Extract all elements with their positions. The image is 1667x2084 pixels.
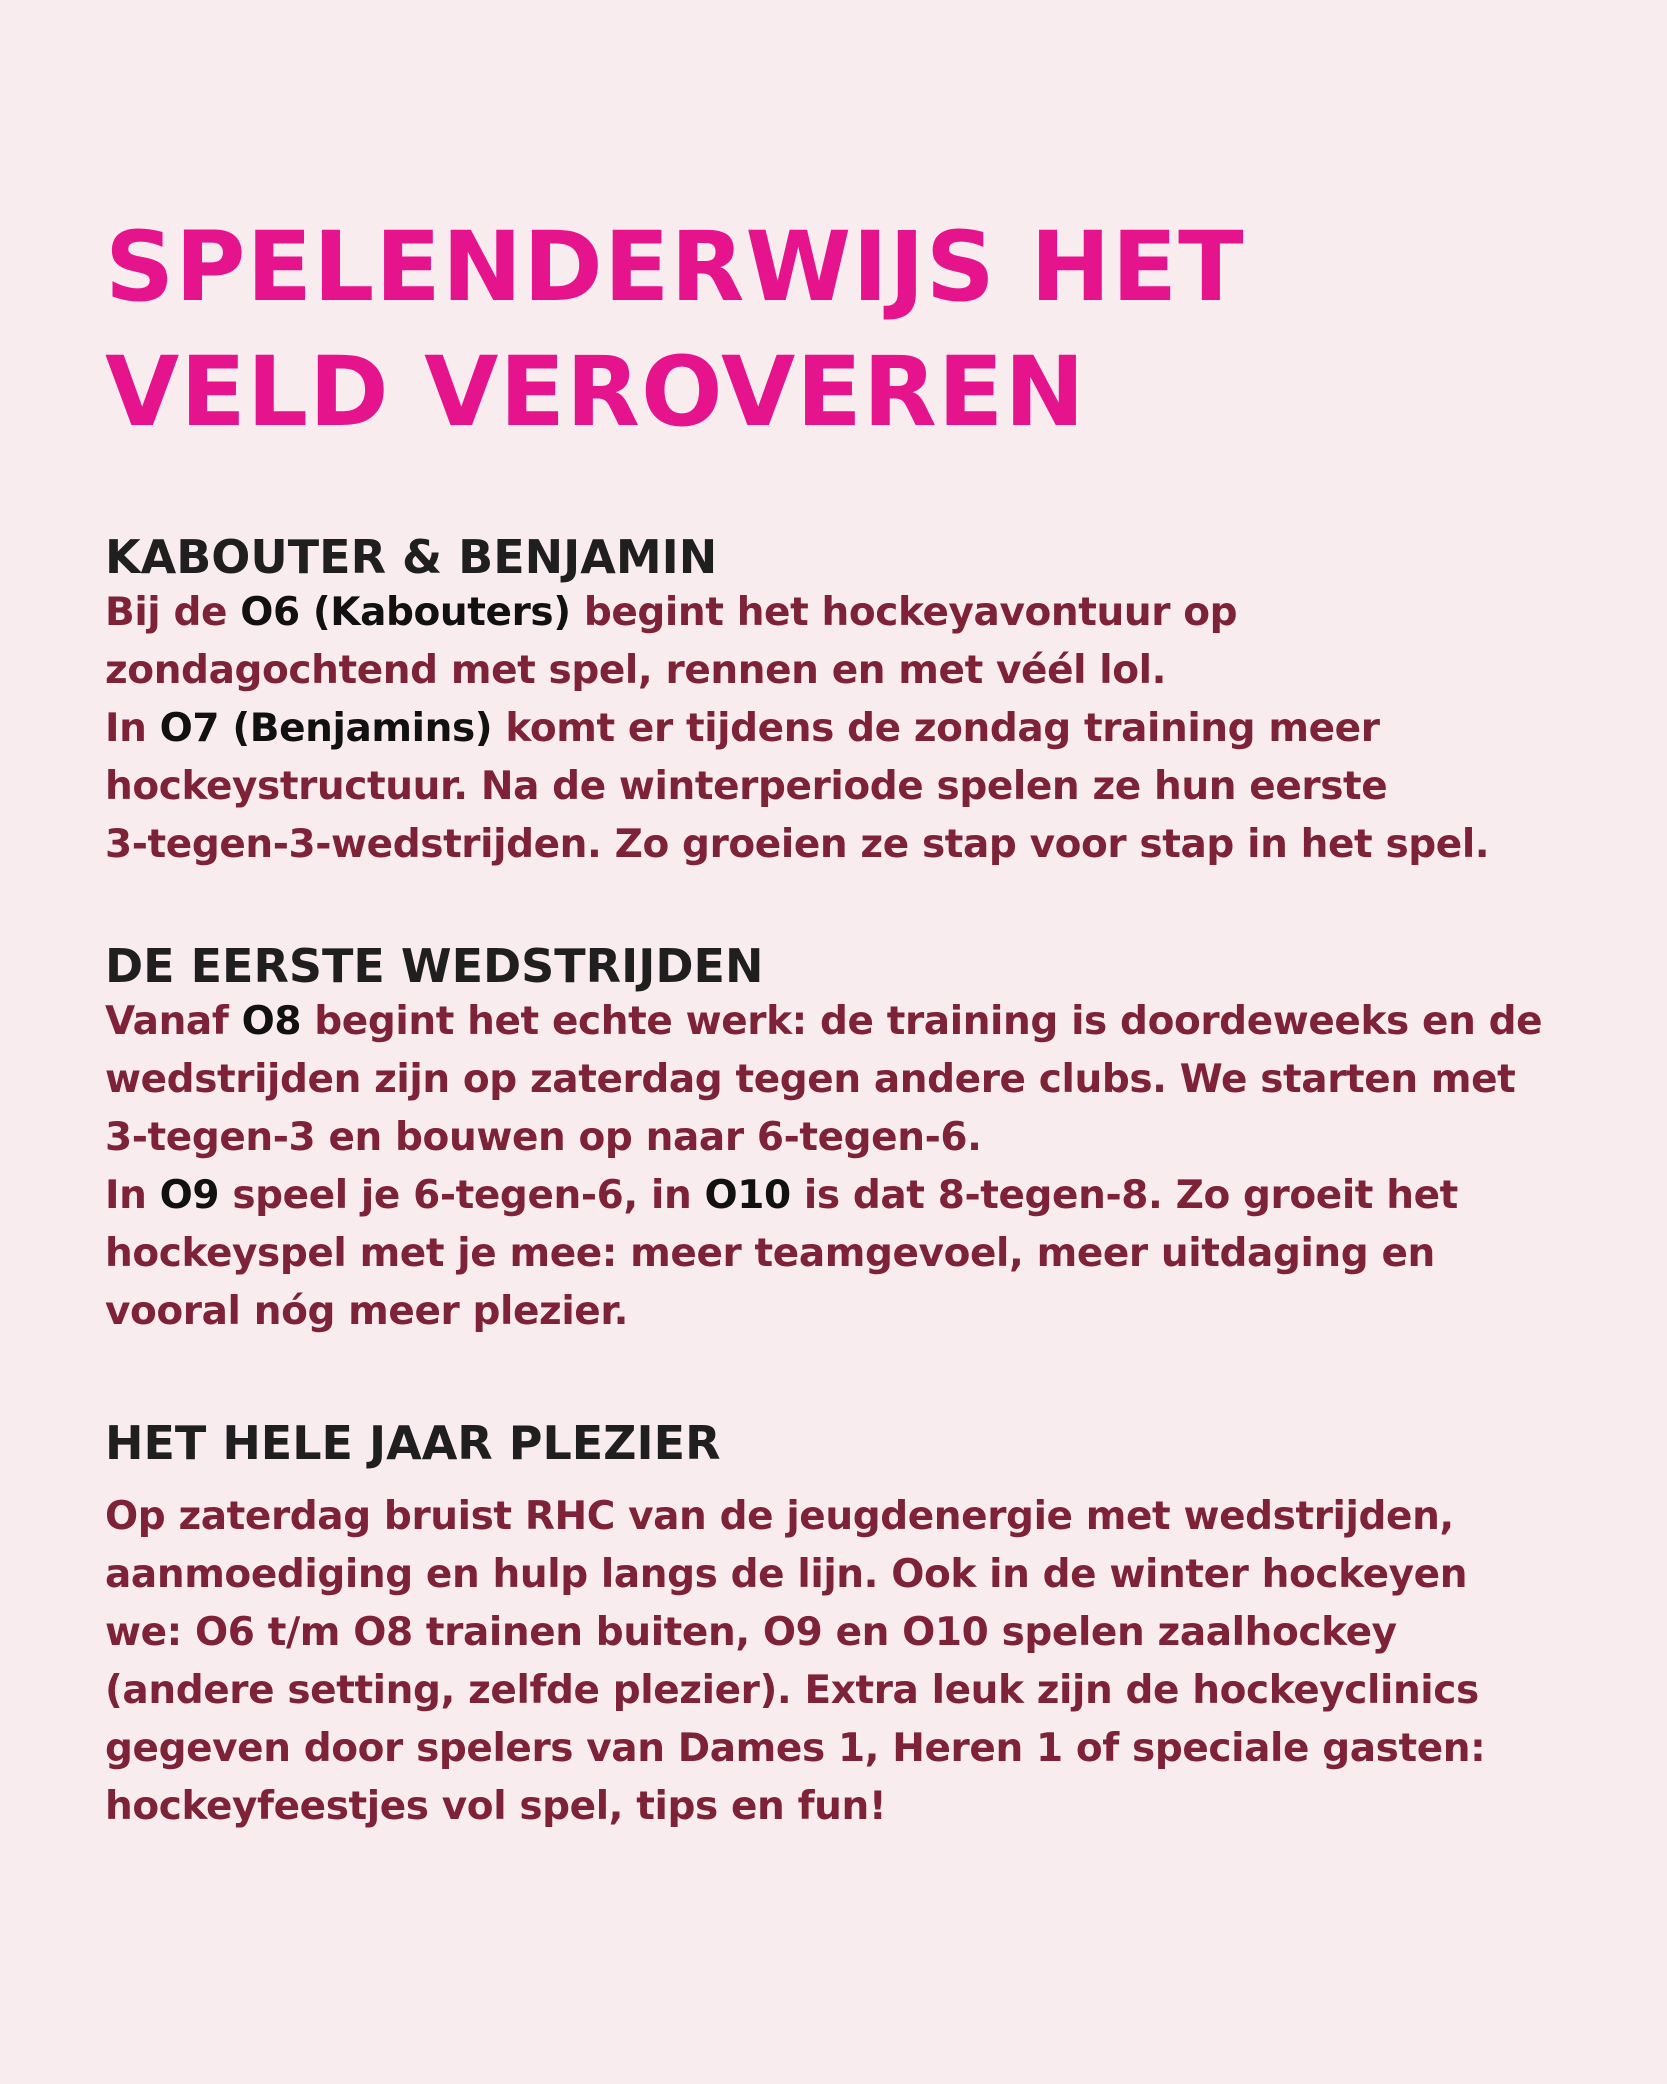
section-paragraph-kabouter-benjamin [105,584,1585,874]
paragraph-line [105,1546,1585,1604]
text-run: Bij de [105,590,241,635]
paragraph-line [105,1225,1585,1283]
highlight-o8: O8 [241,999,302,1044]
highlight-o10: O10 [704,1173,791,1218]
paragraph-line [105,642,1585,700]
highlight-o7: O7 (Benjamins) [159,706,493,751]
text-run: Op zaterdag bruist RHC van de jeugdenergie met wedstrijden, [105,1494,1454,1539]
section-heading-kabouter-benjamin: KABOUTER & BENJAMIN [105,530,718,584]
paragraph-line [105,1167,1585,1225]
paragraph-line [105,993,1585,1051]
text-run: komt er tijdens de zondag training meer [492,706,1380,751]
text-run: aanmoediging en hulp langs de lijn. Ook in de winter hockeyen [105,1552,1468,1597]
text-run: In [105,706,160,751]
text-run: Vanaf [105,999,242,1044]
paragraph-line [105,1604,1585,1662]
section-heading-eerste-wedstrijden: DE EERSTE WEDSTRIJDEN [105,939,764,993]
text-run: we: O6 t/m O8 trainen buiten, O9 en O10 spelen zaalhockey [105,1610,1397,1655]
text-run: hockeyspel met je mee: meer teamgevoel, meer uitdaging en [105,1231,1435,1276]
text-run: wedstrijden zijn op zaterdag tegen andere clubs. We starten met [105,1057,1516,1102]
text-run: hockeyfeestjes vol spel, tips en fun! [105,1784,887,1829]
paragraph-line [105,1720,1585,1778]
page-title [105,205,1585,455]
paragraph-line [105,758,1585,816]
text-run: In [105,1173,160,1218]
text-run: gegeven door spelers van Dames 1, Heren 1 of speciale gasten: [105,1726,1486,1771]
paragraph-line [105,1283,1585,1341]
paragraph-line [105,584,1585,642]
text-run: 3-tegen-3 en bouwen op naar 6-tegen-6. [105,1115,982,1160]
text-run: (andere setting, zelfde plezier). Extra leuk zijn de hockeyclinics [105,1668,1479,1713]
section-paragraph-eerste-wedstrijden [105,993,1585,1341]
text-run: is dat 8-tegen-8. Zo groeit het [790,1173,1458,1218]
text-run: begint het hockeyavontuur op [570,590,1238,635]
paragraph-line [105,1488,1585,1546]
text-run: begint het echte werk: de training is doordeweeks en de [301,999,1543,1044]
highlight-o6: O6 (Kabouters) [240,590,571,635]
paragraph-line [105,816,1585,874]
page-title-line-1: SPELENDERWIJS HET [105,211,1245,323]
text-run: vooral nóg meer plezier. [105,1289,629,1334]
section-paragraph-hele-jaar-plezier [105,1488,1585,1836]
paragraph-line [105,700,1585,758]
page-title-line-2: VELD VEROVEREN [105,336,1086,448]
text-run: 3-tegen-3-wedstrijden. Zo groeien ze stap voor stap in het spel. [105,822,1490,867]
text-run: speel je 6-tegen-6, in [219,1173,705,1218]
paragraph-line [105,1662,1585,1720]
paragraph-line [105,1778,1585,1836]
paragraph-line [105,1109,1585,1167]
text-run: zondagochtend met spel, rennen en met véél lol. [105,648,1167,693]
section-heading-hele-jaar-plezier: HET HELE JAAR PLEZIER [105,1416,721,1470]
highlight-o9: O9 [159,1173,220,1218]
page-content [105,205,1585,1836]
paragraph-line [105,1051,1585,1109]
text-run: hockeystructuur. Na de winterperiode spelen ze hun eerste [105,764,1388,809]
